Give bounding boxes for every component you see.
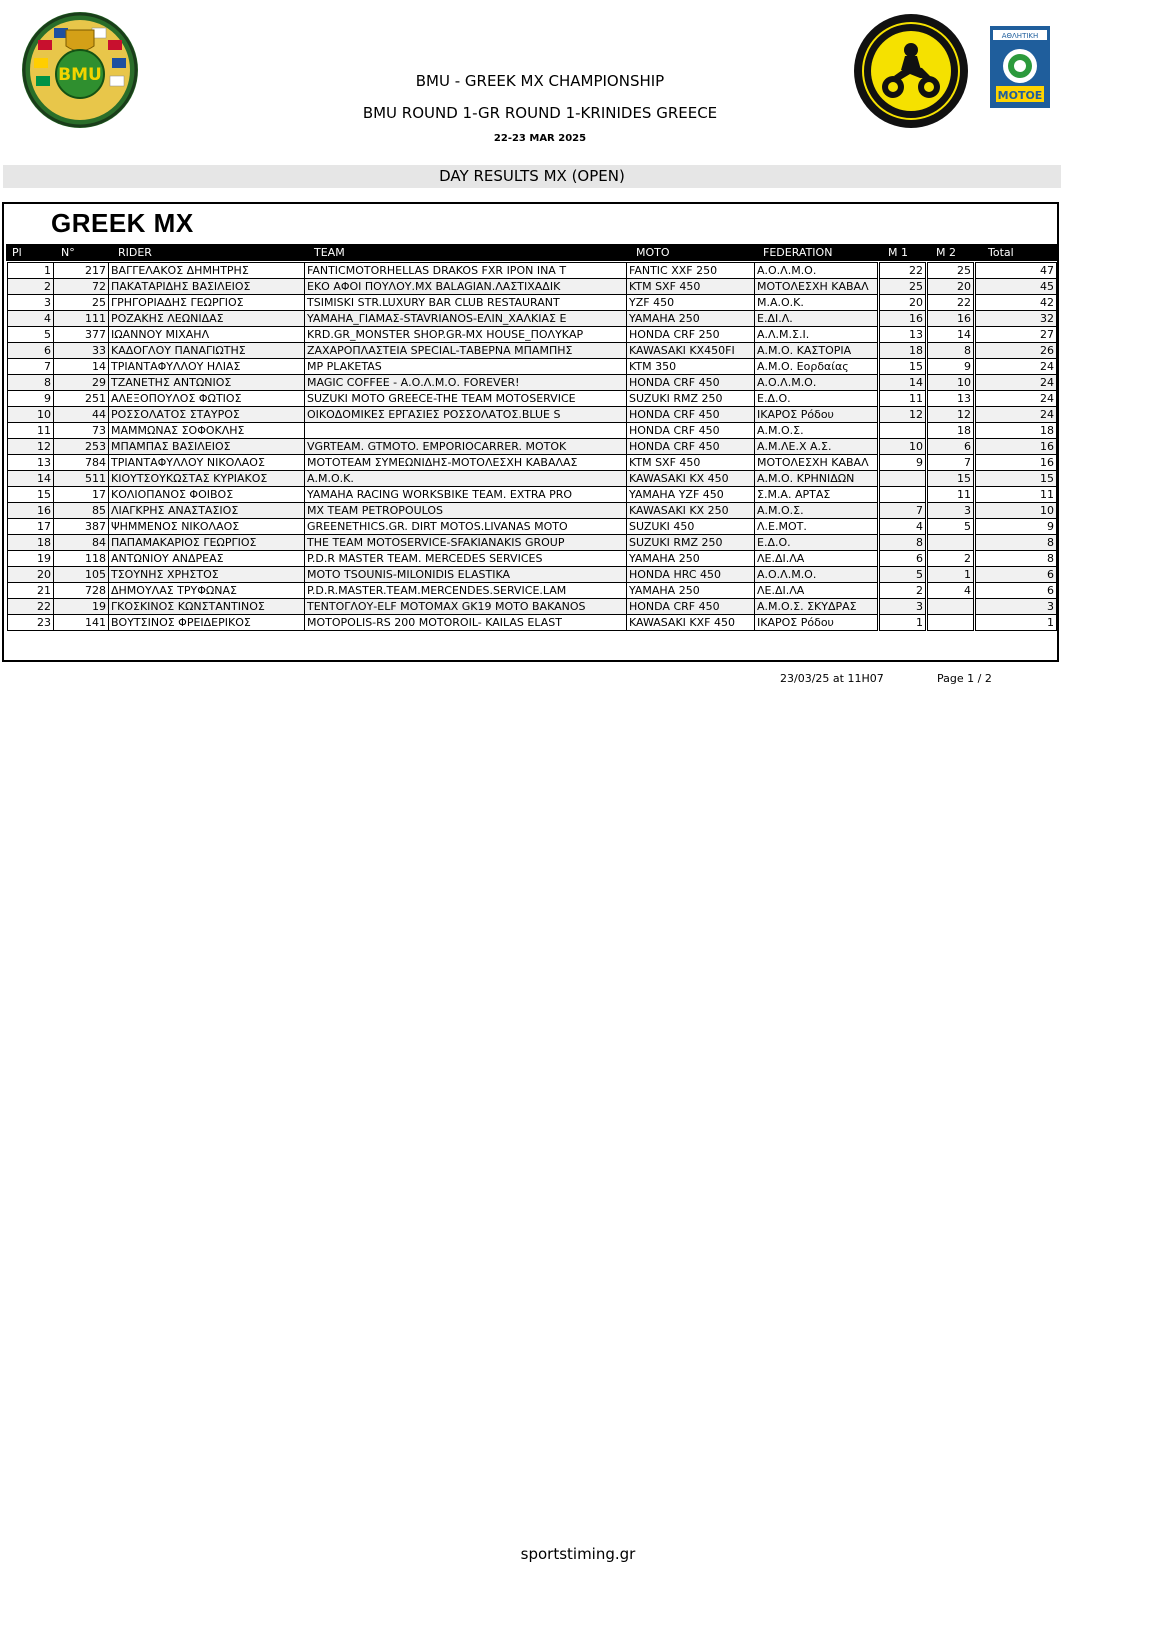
table-row xyxy=(8,599,1057,615)
cell-no: 14 xyxy=(54,359,109,375)
cell-total: 27 xyxy=(975,327,1057,343)
table-row xyxy=(8,567,1057,583)
cell-team: VGRTEAM. GTMOTO. EMPORIOCARRER. MOTOK xyxy=(305,439,627,455)
cell-total: 16 xyxy=(975,439,1057,455)
cell-team: YAMAHA_ΓΙΑΜΑΣ-STAVRIANOS-ΕΛΙΝ_ΧΑΛΚΙΑΣ Ε xyxy=(305,311,627,327)
cell-rider: ΤΡΙΑΝΤΑΦΥΛΛΟΥ ΗΛΙΑΣ xyxy=(109,359,305,375)
cell-m1: 3 xyxy=(879,599,927,615)
cell-rider: ΚΟΛΙΟΠΑΝΟΣ ΦΟΙΒΟΣ xyxy=(109,487,305,503)
cell-fed: ΜΟΤΟΛΕΣΧΗ ΚΑΒΑΛ xyxy=(755,455,879,471)
cell-fed: ΜΟΤΟΛΕΣΧΗ ΚΑΒΑΛ xyxy=(755,279,879,295)
cell-team: KRD.GR_MONSTER SHOP.GR-MX HOUSE_ΠΟΛΥΚΑΡ xyxy=(305,327,627,343)
cell-no: 253 xyxy=(54,439,109,455)
cell-m1: 11 xyxy=(879,391,927,407)
cell-rider: ΒΑΓΓΕΛΑΚΟΣ ΔΗΜΗΤΡΗΣ xyxy=(109,263,305,279)
cell-m1 xyxy=(879,471,927,487)
results-table xyxy=(7,262,1057,631)
cell-pl: 21 xyxy=(8,583,54,599)
cell-rider: ΠΑΚΑΤΑΡΙΔΗΣ ΒΑΣΙΛΕΙΟΣ xyxy=(109,279,305,295)
cell-pl: 17 xyxy=(8,519,54,535)
cell-pl: 19 xyxy=(8,551,54,567)
cell-moto: HONDA CRF 450 xyxy=(627,375,755,391)
cell-total: 24 xyxy=(975,391,1057,407)
results-subtitle: DAY RESULTS MX (OPEN) xyxy=(439,167,625,185)
cell-rider: ΑΝΤΩΝΙΟΥ ΑΝΔΡΕΑΣ xyxy=(109,551,305,567)
cell-moto: SUZUKI 450 xyxy=(627,519,755,535)
cell-m2: 12 xyxy=(927,407,975,423)
table-row xyxy=(8,295,1057,311)
cell-rider: ΤΣΟΥΝΗΣ ΧΡΗΣΤΟΣ xyxy=(109,567,305,583)
cell-total: 47 xyxy=(975,263,1057,279)
cell-total: 8 xyxy=(975,535,1057,551)
cell-team: GREENETHICS.GR. DIRT MOTOS.LIVANAS MOTO xyxy=(305,519,627,535)
class-title: GREEK MX xyxy=(51,208,194,238)
cell-total: 8 xyxy=(975,551,1057,567)
cell-total: 6 xyxy=(975,583,1057,599)
cell-fed: ΙΚΑΡΟΣ Ρόδου xyxy=(755,615,879,631)
table-row xyxy=(8,359,1057,375)
cell-m1: 12 xyxy=(879,407,927,423)
cell-rider: ΛΙΑΓΚΡΗΣ ΑΝΑΣΤΑΣΙΟΣ xyxy=(109,503,305,519)
cell-m1: 2 xyxy=(879,583,927,599)
cell-pl: 12 xyxy=(8,439,54,455)
table-row xyxy=(8,311,1057,327)
cell-rider: ΤΡΙΑΝΤΑΦΥΛΛΟΥ ΝΙΚΟΛΑΟΣ xyxy=(109,455,305,471)
cell-m1 xyxy=(879,487,927,503)
table-row xyxy=(8,455,1057,471)
cell-moto: SUZUKI RMZ 250 xyxy=(627,535,755,551)
table-header xyxy=(6,244,1057,261)
cell-pl: 22 xyxy=(8,599,54,615)
cell-moto: YAMAHA 250 xyxy=(627,311,755,327)
cell-team: MX TEAM PETROPOULOS xyxy=(305,503,627,519)
table-row xyxy=(8,535,1057,551)
cell-team: MOTOTEAM ΣΥΜΕΩΝΙΔΗΣ-ΜΟΤΟΛΕΣΧΗ ΚΑΒΑΛΑΣ xyxy=(305,455,627,471)
cell-no: 19 xyxy=(54,599,109,615)
cell-no: 217 xyxy=(54,263,109,279)
cell-moto: HONDA CRF 450 xyxy=(627,407,755,423)
cell-moto: SUZUKI RMZ 250 xyxy=(627,391,755,407)
table-row xyxy=(8,551,1057,567)
cell-team: ΕΚΟ ΑΦΟΙ ΠΟΥΛΟΥ.MX BALAGIAN.ΛΑΣΤΙΧΑΔΙΚ xyxy=(305,279,627,295)
col-moto: MOTO xyxy=(636,246,670,259)
brand-footer: sportstiming.gr xyxy=(520,1545,636,1563)
cell-fed: Α.Μ.Ο.Σ. ΣΚΥΔΡΑΣ xyxy=(755,599,879,615)
cell-team: MP PLAKETAS xyxy=(305,359,627,375)
cell-total: 42 xyxy=(975,295,1057,311)
cell-moto: YZF 450 xyxy=(627,295,755,311)
cell-rider: ΜΑΜΜΩΝΑΣ ΣΟΦΟΚΛΗΣ xyxy=(109,423,305,439)
cell-m2 xyxy=(927,535,975,551)
cell-team: MOTOPOLIS-RS 200 MOTOROIL- KAILAS ELAST xyxy=(305,615,627,631)
cell-pl: 11 xyxy=(8,423,54,439)
cell-no: 784 xyxy=(54,455,109,471)
cell-m2: 3 xyxy=(927,503,975,519)
cell-m1: 10 xyxy=(879,439,927,455)
cell-pl: 23 xyxy=(8,615,54,631)
championship-title: BMU - GREEK MX CHAMPIONSHIP xyxy=(415,72,665,90)
cell-m2: 6 xyxy=(927,439,975,455)
cell-moto: FANTIC XXF 250 xyxy=(627,263,755,279)
cell-pl: 6 xyxy=(8,343,54,359)
cell-fed: Ε.Δ.Ο. xyxy=(755,391,879,407)
cell-team: YAMAHA RACING WORKSBIKE TEAM. EXTRA PRO xyxy=(305,487,627,503)
cell-total: 6 xyxy=(975,567,1057,583)
cell-rider: ΒΟΥΤΣΙΝΟΣ ΦΡΕΙΔΕΡΙΚΟΣ xyxy=(109,615,305,631)
cell-pl: 16 xyxy=(8,503,54,519)
cell-total: 16 xyxy=(975,455,1057,471)
event-date: 22-23 MAR 2025 xyxy=(493,133,587,144)
cell-pl: 7 xyxy=(8,359,54,375)
cell-fed: ΛΕ.ΔΙ.ΛΑ xyxy=(755,583,879,599)
cell-team xyxy=(305,423,627,439)
table-row xyxy=(8,343,1057,359)
cell-pl: 9 xyxy=(8,391,54,407)
cell-pl: 1 xyxy=(8,263,54,279)
cell-total: 45 xyxy=(975,279,1057,295)
col-rider: RIDER xyxy=(118,246,152,259)
cell-moto: HONDA CRF 250 xyxy=(627,327,755,343)
cell-rider: ΠΑΠΑΜΑΚΑΡΙΟΣ ΓΕΩΡΓΙΟΣ xyxy=(109,535,305,551)
cell-total: 1 xyxy=(975,615,1057,631)
cell-rider: ΓΡΗΓΟΡΙΑΔΗΣ ΓΕΩΡΓΙΟΣ xyxy=(109,295,305,311)
cell-team: P.D.R MASTER TEAM. MERCEDES SERVICES xyxy=(305,551,627,567)
cell-rider: ΚΙΟΥΤΣΟΥΚΩΣΤΑΣ ΚΥΡΙΑΚΟΣ xyxy=(109,471,305,487)
col-total: Total xyxy=(988,246,1014,259)
cell-moto: KAWASAKI KX 250 xyxy=(627,503,755,519)
table-row xyxy=(8,263,1057,279)
cell-no: 728 xyxy=(54,583,109,599)
col-m1: M 1 xyxy=(888,246,908,259)
cell-no: 377 xyxy=(54,327,109,343)
cell-m2: 14 xyxy=(927,327,975,343)
cell-m1: 8 xyxy=(879,535,927,551)
cell-rider: ΡΟΖΑΚΗΣ ΛΕΩΝΙΔΑΣ xyxy=(109,311,305,327)
cell-m2: 2 xyxy=(927,551,975,567)
cell-m1: 14 xyxy=(879,375,927,391)
cell-rider: ΡΟΣΣΟΛΑΤΟΣ ΣΤΑΥΡΟΣ xyxy=(109,407,305,423)
cell-fed: Λ.Ε.ΜΟΤ. xyxy=(755,519,879,535)
cell-m2 xyxy=(927,599,975,615)
cell-no: 33 xyxy=(54,343,109,359)
table-row xyxy=(8,407,1057,423)
table-row xyxy=(8,391,1057,407)
cell-team: MAGIC COFFEE - Α.Ο.Λ.Μ.Ο. FOREVER! xyxy=(305,375,627,391)
cell-m2: 10 xyxy=(927,375,975,391)
cell-m2: 16 xyxy=(927,311,975,327)
table-row xyxy=(8,503,1057,519)
cell-total: 10 xyxy=(975,503,1057,519)
cell-fed: Μ.Α.Ο.Κ. xyxy=(755,295,879,311)
cell-m1: 9 xyxy=(879,455,927,471)
cell-m2 xyxy=(927,615,975,631)
cell-no: 25 xyxy=(54,295,109,311)
cell-m1: 13 xyxy=(879,327,927,343)
cell-no: 387 xyxy=(54,519,109,535)
cell-pl: 10 xyxy=(8,407,54,423)
cell-pl: 4 xyxy=(8,311,54,327)
table-row xyxy=(8,519,1057,535)
col-m2: M 2 xyxy=(936,246,956,259)
cell-no: 44 xyxy=(54,407,109,423)
cell-m1: 20 xyxy=(879,295,927,311)
cell-m2: 4 xyxy=(927,583,975,599)
cell-pl: 2 xyxy=(8,279,54,295)
cell-moto: YAMAHA 250 xyxy=(627,551,755,567)
cell-m1 xyxy=(879,423,927,439)
table-row xyxy=(8,583,1057,599)
cell-team: Α.Μ.Ο.Κ. xyxy=(305,471,627,487)
cell-m1: 1 xyxy=(879,615,927,631)
cell-m2: 13 xyxy=(927,391,975,407)
cell-pl: 15 xyxy=(8,487,54,503)
cell-moto: KTM SXF 450 xyxy=(627,279,755,295)
cell-fed: Α.Ο.Λ.Μ.Ο. xyxy=(755,567,879,583)
cell-fed: ΛΕ.ΔΙ.ΛΑ xyxy=(755,551,879,567)
cell-no: 29 xyxy=(54,375,109,391)
motoe-logo xyxy=(990,26,1050,108)
results-panel xyxy=(2,202,1059,662)
club-logo xyxy=(850,12,972,130)
cell-team: ΤΕΝΤΟΓΛΟΥ-ELF MOTOMAX GK19 MOTO BAKANOS xyxy=(305,599,627,615)
cell-no: 85 xyxy=(54,503,109,519)
cell-rider: ΨΗΜΜΕΝΟΣ ΝΙΚΟΛΑΟΣ xyxy=(109,519,305,535)
print-timestamp: 23/03/25 at 11H07 xyxy=(780,672,884,685)
cell-no: 105 xyxy=(54,567,109,583)
cell-total: 26 xyxy=(975,343,1057,359)
cell-fed: Α.Μ.Ο.Σ. xyxy=(755,503,879,519)
svg-text:BMU: BMU xyxy=(58,65,102,85)
cell-pl: 20 xyxy=(8,567,54,583)
cell-team: P.D.R.MASTER.TEAM.MERCENDES.SERVICE.LAM xyxy=(305,583,627,599)
cell-team: THE TEAM MOTOSERVICE-SFAKIANAKIS GROUP xyxy=(305,535,627,551)
cell-total: 9 xyxy=(975,519,1057,535)
bmu-logo xyxy=(18,10,142,130)
cell-m2: 1 xyxy=(927,567,975,583)
cell-pl: 13 xyxy=(8,455,54,471)
svg-text:MOTOE: MOTOE xyxy=(997,89,1043,102)
cell-rider: ΤΖΑΝΕΤΗΣ ΑΝΤΩΝΙΟΣ xyxy=(109,375,305,391)
cell-m1: 15 xyxy=(879,359,927,375)
table-row xyxy=(8,375,1057,391)
cell-m1: 7 xyxy=(879,503,927,519)
cell-no: 251 xyxy=(54,391,109,407)
page-number: Page 1 / 2 xyxy=(937,672,992,685)
cell-moto: HONDA CRF 450 xyxy=(627,439,755,455)
cell-m2: 8 xyxy=(927,343,975,359)
cell-total: 3 xyxy=(975,599,1057,615)
cell-fed: Α.Μ.Ο.Σ. xyxy=(755,423,879,439)
cell-m2: 9 xyxy=(927,359,975,375)
cell-total: 32 xyxy=(975,311,1057,327)
cell-m1: 16 xyxy=(879,311,927,327)
cell-m1: 6 xyxy=(879,551,927,567)
cell-no: 141 xyxy=(54,615,109,631)
cell-no: 84 xyxy=(54,535,109,551)
cell-pl: 3 xyxy=(8,295,54,311)
cell-rider: ΓΚΟΣΚΙΝΟΣ ΚΩΝΣΤΑΝΤΙΝΟΣ xyxy=(109,599,305,615)
cell-fed: ΙΚΑΡΟΣ Ρόδου xyxy=(755,407,879,423)
table-row xyxy=(8,279,1057,295)
cell-m2: 5 xyxy=(927,519,975,535)
cell-team: TSIMISKI STR.LUXURY BAR CLUB RESTAURANT xyxy=(305,295,627,311)
table-row xyxy=(8,439,1057,455)
cell-m2: 15 xyxy=(927,471,975,487)
cell-moto: KAWASAKI KX 450 xyxy=(627,471,755,487)
cell-fed: Α.Μ.Ο. ΚΑΣΤΟΡΙΑ xyxy=(755,343,879,359)
cell-team: ΖΑΧΑΡΟΠΛΑΣΤΕΙΑ SPECIAL-ΤΑΒΕΡΝΑ ΜΠΑΜΠΗΣ xyxy=(305,343,627,359)
cell-no: 511 xyxy=(54,471,109,487)
cell-moto: KTM SXF 450 xyxy=(627,455,755,471)
cell-rider: ΚΑΔΟΓΛΟΥ ΠΑΝΑΓΙΩΤΗΣ xyxy=(109,343,305,359)
cell-m2: 25 xyxy=(927,263,975,279)
cell-m2: 7 xyxy=(927,455,975,471)
cell-fed: Α.Μ.Ο. Εορδαίας xyxy=(755,359,879,375)
cell-total: 11 xyxy=(975,487,1057,503)
col-no: N° xyxy=(61,246,75,259)
cell-moto: HONDA CRF 450 xyxy=(627,599,755,615)
cell-moto: HONDA CRF 450 xyxy=(627,423,755,439)
cell-total: 15 xyxy=(975,471,1057,487)
cell-fed: Α.Ο.Λ.Μ.Ο. xyxy=(755,263,879,279)
cell-pl: 14 xyxy=(8,471,54,487)
col-federation: FEDERATION xyxy=(763,246,833,259)
table-row xyxy=(8,615,1057,631)
cell-m2: 11 xyxy=(927,487,975,503)
cell-fed: Ε.ΔΙ.Λ. xyxy=(755,311,879,327)
col-team: TEAM xyxy=(314,246,345,259)
cell-m1: 22 xyxy=(879,263,927,279)
cell-m1: 4 xyxy=(879,519,927,535)
cell-pl: 5 xyxy=(8,327,54,343)
cell-moto: YAMAHA YZF 450 xyxy=(627,487,755,503)
cell-moto: KAWASAKI KXF 450 xyxy=(627,615,755,631)
cell-moto: KAWASAKI KX450FI xyxy=(627,343,755,359)
cell-total: 24 xyxy=(975,407,1057,423)
cell-moto: HONDA HRC 450 xyxy=(627,567,755,583)
cell-m1: 25 xyxy=(879,279,927,295)
cell-moto: YAMAHA 250 xyxy=(627,583,755,599)
cell-rider: ΔΗΜΟΥΛΑΣ ΤΡΥΦΩΝΑΣ xyxy=(109,583,305,599)
subtitle-bar xyxy=(3,165,1061,188)
cell-no: 72 xyxy=(54,279,109,295)
cell-pl: 18 xyxy=(8,535,54,551)
cell-pl: 8 xyxy=(8,375,54,391)
cell-fed: Α.Μ.Ο. ΚΡΗΝΙΔΩΝ xyxy=(755,471,879,487)
table-row xyxy=(8,423,1057,439)
table-row xyxy=(8,487,1057,503)
cell-m2: 20 xyxy=(927,279,975,295)
round-title: BMU ROUND 1-GR ROUND 1-KRINIDES GREECE xyxy=(362,104,718,122)
cell-fed: Α.Μ.ΛΕ.Χ Α.Σ. xyxy=(755,439,879,455)
table-row xyxy=(8,327,1057,343)
cell-team: FANTICMOTORHELLAS DRAKOS FXR IPON INA T xyxy=(305,263,627,279)
cell-rider: ΙΩΑΝΝΟΥ ΜΙΧΑΗΛ xyxy=(109,327,305,343)
cell-total: 24 xyxy=(975,375,1057,391)
cell-no: 17 xyxy=(54,487,109,503)
cell-rider: ΜΠΑΜΠΑΣ ΒΑΣΙΛΕΙΟΣ xyxy=(109,439,305,455)
table-row xyxy=(8,471,1057,487)
cell-fed: Α.Λ.Μ.Σ.Ι. xyxy=(755,327,879,343)
cell-no: 118 xyxy=(54,551,109,567)
cell-fed: Ε.Δ.Ο. xyxy=(755,535,879,551)
cell-total: 18 xyxy=(975,423,1057,439)
svg-text:ΑΘΛΗΤΙΚΗ: ΑΘΛΗΤΙΚΗ xyxy=(1001,32,1039,40)
cell-total: 24 xyxy=(975,359,1057,375)
col-pl: Pl xyxy=(12,246,22,259)
cell-team: MOTO TSOUNIS-MILONIDIS ELASTIKA xyxy=(305,567,627,583)
cell-m2: 22 xyxy=(927,295,975,311)
cell-no: 111 xyxy=(54,311,109,327)
cell-team: SUZUKI MOTO GREECE-THE TEAM MOTOSERVICE xyxy=(305,391,627,407)
cell-fed: Σ.Μ.Α. ΑΡΤΑΣ xyxy=(755,487,879,503)
cell-moto: KTM 350 xyxy=(627,359,755,375)
cell-team: ΟΙΚΟΔΟΜΙΚΕΣ ΕΡΓΑΣΙΕΣ ΡΟΣΣΟΛΑΤΟΣ.BLUE S xyxy=(305,407,627,423)
cell-no: 73 xyxy=(54,423,109,439)
cell-m1: 18 xyxy=(879,343,927,359)
cell-m1: 5 xyxy=(879,567,927,583)
cell-rider: ΑΛΕΞΟΠΟΥΛΟΣ ΦΩΤΙΟΣ xyxy=(109,391,305,407)
cell-m2: 18 xyxy=(927,423,975,439)
cell-fed: Α.Ο.Λ.Μ.Ο. xyxy=(755,375,879,391)
